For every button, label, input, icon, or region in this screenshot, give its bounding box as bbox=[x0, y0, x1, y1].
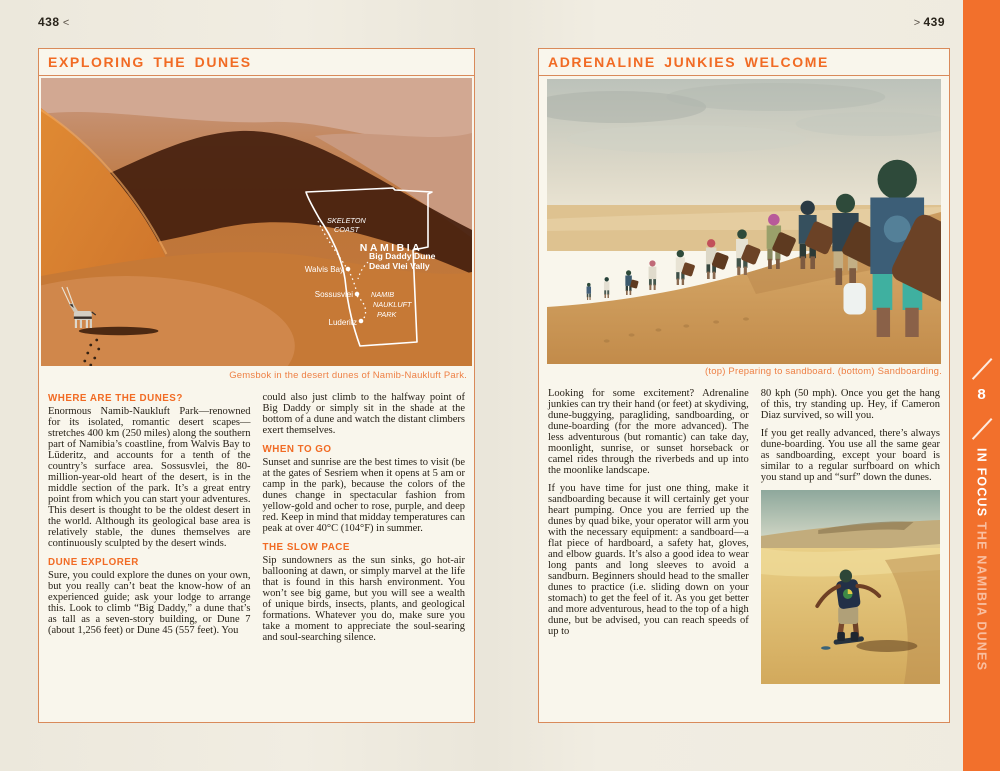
left-article-title: EXPLORING THE DUNES bbox=[39, 49, 474, 76]
left-article-column-1 bbox=[48, 392, 251, 723]
page-number-left-value: 438 bbox=[38, 15, 60, 29]
section-heading: WHEN TO GO bbox=[262, 444, 332, 455]
body-paragraph: Looking for some excitement? Adrenaline junkies can try their hand (or feet) at skydiving, dune-buggying, paragliding, sandboarding, or dune-boarding (for the more advanced). The less adventurous (but romantic) can take day, moonlight, sunrise, or sunset horseback or camel rides through the riverbeds and up into the moonlike landscape. bbox=[548, 388, 749, 476]
map-label-namibia: NAMIBIA bbox=[359, 242, 423, 254]
page-arrow-left: < bbox=[62, 17, 70, 29]
map-label-luderitz: Luderitz bbox=[328, 318, 357, 327]
right-article-column-1 bbox=[548, 388, 749, 719]
map-dot-sossusvlei bbox=[355, 292, 360, 297]
map-label-sossusvlei: Sossusvlei bbox=[314, 290, 353, 299]
svg-text:PARK: PARK bbox=[377, 310, 397, 319]
left-article-column-2 bbox=[263, 392, 466, 723]
section-heading: WHERE ARE THE DUNES? bbox=[48, 393, 183, 404]
svg-text:COAST: COAST bbox=[334, 225, 360, 234]
right-article-column-2 bbox=[761, 388, 940, 719]
tab-divider-line bbox=[972, 418, 992, 440]
body-paragraph: could also just climb to the halfway point of Big Daddy or simply sit in the shade at the bottom of a dune and watch the distant climbers exert themselves. bbox=[262, 392, 465, 436]
map-label-big-daddy: Big Daddy Dune bbox=[369, 251, 436, 261]
body-paragraph: 80 kph (50 mph). Once you get the hang of this, try standing up. Hey, if Cameron Diaz survived, so will you. bbox=[760, 388, 940, 421]
sandboarding-photo bbox=[761, 490, 940, 684]
left-article bbox=[38, 48, 475, 723]
page-number-right-value: 439 bbox=[923, 15, 945, 29]
section-heading: DUNE EXPLORER bbox=[48, 557, 139, 568]
body-paragraph: Sunset and sunrise are the best times to visit (be at the gates of Sesriem when it opens at 5 am or camp in the park), because the colors of the dunes change in spectacular fashion from yellow-gold and ocher to rose, purple, and deep red. Keep in mind that midday temperatures can peak at over 40°C (104°F) in summer. bbox=[262, 457, 465, 534]
body-paragraph: If you have time for just one thing, make it sandboarding because it will certainly get your heart pumping. Once you are ferried up the dunes by quad bike, your operator will arm you with the necessary equipment: a sandboard—a flat piece of hardboard, a safety hat, gloves, and elbow guards. It’s also a good idea to wear long pants and long sleeves to avoid a sandburn. Beginners should head to the smaller dunes to practice (i.e. sliding down on your stomach) to get the feel of it. As you get better and more adventurous, head to the top of a high dune, but be advised, you can reach speeds of up to bbox=[548, 483, 749, 637]
tab-divider-line bbox=[972, 358, 992, 380]
body-paragraph: Sure, you could explore the dunes on your own, but you really can’t beat the know-how of an experienced guide; ask your lodge to arrange this. Look to climb “Big Daddy,” a dune that’s as tall as a seven-story building, or Dune 7 (about 1,256 feet) or Dune 45 (557 feet). You bbox=[48, 570, 251, 636]
left-photo-caption: Gemsbok in the desert dunes of Namib-Naukluft Park. bbox=[229, 370, 467, 381]
chapter-tab bbox=[963, 0, 1000, 771]
sandboarders-illustration bbox=[547, 79, 941, 364]
right-photo-caption: (top) Preparing to sandboard. (bottom) Sandboarding. bbox=[705, 366, 942, 377]
chapter-number: 8 bbox=[977, 386, 986, 403]
right-article-title: ADRENALINE JUNKIES WELCOME bbox=[539, 49, 949, 76]
page-arrow-right: > bbox=[913, 17, 921, 29]
right-article-body bbox=[539, 381, 949, 719]
right-article bbox=[538, 48, 950, 723]
namibia-map bbox=[291, 184, 453, 360]
chapter-label bbox=[975, 448, 989, 671]
map-label-walvis-bay: Walvis Bay bbox=[304, 265, 344, 274]
map-label-skeleton-coast: SKELETON bbox=[327, 216, 366, 225]
body-paragraph: If you get really advanced, there’s always dune-boarding. You use all the same gear as sandboarding, except your board is similar to a regular surfboard on which you stand up and “surf” down the dunes. bbox=[760, 428, 940, 483]
page-number-left bbox=[38, 15, 69, 29]
dune-landscape-photo bbox=[41, 78, 472, 366]
svg-text:NAUKLUFT: NAUKLUFT bbox=[373, 300, 412, 309]
left-article-body bbox=[39, 385, 474, 723]
map-label-namib-naukluft-park: NAMIB bbox=[371, 290, 395, 299]
section-heading: THE SLOW PACE bbox=[262, 542, 350, 553]
series-label: IN FOCUS bbox=[974, 448, 989, 518]
chapter-title: THE NAMIBIA DUNES bbox=[974, 517, 989, 672]
body-paragraph: Sip sundowners as the sun sinks, go hot-air ballooning at dawn, or simply marvel at the life that is found in this harsh environment. You won’t see big game, but you will see a wealth of unique birds, insects, plants, and geological formations. Whatever you do, make sure you take a moment to appreciate the soul-searing and soul-searching silence. bbox=[262, 555, 465, 643]
body-paragraph: Enormous Namib-Naukluft Park—renowned for its isolated, romantic desert scapes—stretches 400 km (250 miles) along the southern part of Namibia’s coastline, from Walvis Bay to Lüderitz, and accounts for a tenth of the country’s surface area. Sossusvlei, the 80-million-year-old heart of the desert, is in the middle section of the park. It’s a great entry point from which you can start your adventures. This desert is thought to be the oldest desert in the world. Although its geological base area is relatively stable, the dunes themselves are continuously sculpted by the desert winds. bbox=[48, 406, 251, 549]
map-dot-luderitz bbox=[359, 319, 364, 324]
svg-text:Dead Vlei Vally: Dead Vlei Vally bbox=[369, 261, 430, 271]
map-dot-walvis-bay bbox=[346, 267, 351, 272]
page-number-right bbox=[914, 15, 945, 29]
sandboarders-photo bbox=[547, 79, 941, 364]
